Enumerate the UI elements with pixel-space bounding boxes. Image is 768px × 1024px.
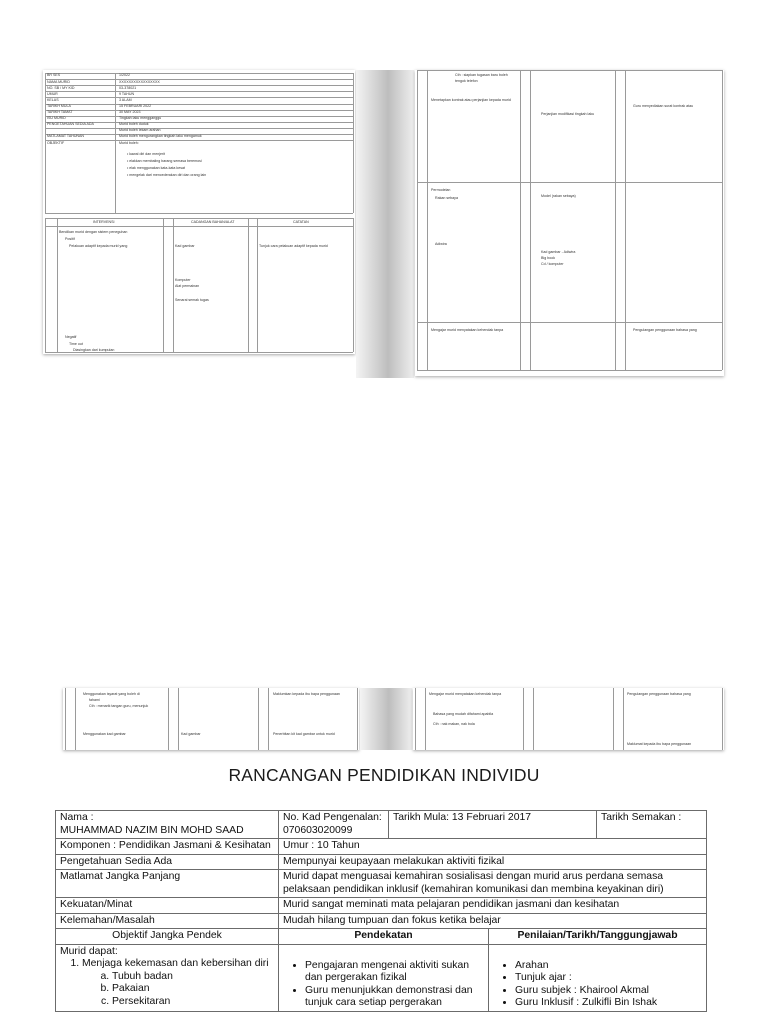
- thumbnail-page-bottom-right: [413, 688, 724, 750]
- thumbnail-text: 30 MAY 2023: [119, 110, 141, 114]
- list-item: b. Pakaian: [112, 983, 274, 996]
- thumbnail-rule: [415, 688, 416, 750]
- thumbnail-rule: [45, 97, 353, 98]
- list-item: • Guru Inklusif : Zulkifli Bin Ishak: [515, 997, 702, 1010]
- list-item: [82, 958, 274, 1008]
- thumbnail-text: Komputer: [175, 278, 191, 282]
- col-penilaian: Penilaian/Tarikh/Tanggungjawab: [489, 929, 707, 945]
- col-pendekatan: Pendekatan: [279, 929, 489, 945]
- thumbnail-text: Murid boleh:: [119, 140, 139, 145]
- objektif-sublist: [82, 971, 274, 1009]
- thumbnail-rule: [417, 70, 722, 71]
- thumbnail-text: Mengajar murid menyatakan kehendak tanpa: [429, 692, 502, 696]
- thumbnail-page-top-right: [415, 70, 724, 376]
- thumbnail-rule: [248, 218, 249, 352]
- komponen: Komponen : Pendidikan Jasmani & Kesihatan: [56, 839, 279, 855]
- pendekatan-list: [283, 960, 484, 1010]
- kelemahan-label: Kelemahan/Masalah: [56, 913, 279, 929]
- thumbnail-text: 9 TAHUN: [119, 91, 135, 96]
- thumbnail-text: Pelakuan adaptif kepada murid yang: [69, 244, 128, 248]
- thumbnail-text: OBJEKTIF: [47, 140, 65, 145]
- table-row: [56, 839, 707, 855]
- thumbnail-rule: [425, 688, 426, 750]
- list-item: • Tunjuk ajar :: [515, 972, 702, 985]
- thumbnail-text: NAMA MURID: [47, 79, 70, 84]
- table-header-row: [56, 929, 707, 945]
- thumbnail-text: MATLAMAT TAHUNAN: [47, 134, 85, 139]
- thumbnail-text: 3 ALAM: [119, 97, 132, 102]
- thumbnail-text: Adiwira: [435, 242, 447, 246]
- thumbnail-rule: [353, 73, 354, 213]
- list-item: c. Persekitaran: [112, 996, 274, 1009]
- thumbnail-rule: [45, 140, 353, 141]
- thumbnail-rule: [530, 70, 531, 370]
- thumbnail-rule: [613, 688, 614, 750]
- thumbnail-rule: [533, 688, 534, 750]
- thumbnail-text: Pengulangan penggunaan bahasa yang: [633, 328, 697, 332]
- thumbnail-text: Permodelan: [431, 188, 451, 192]
- thumbnail-text: CATATAN: [293, 219, 309, 224]
- thumbnail-text: • elakkan membaling barang semasa beremosi: [127, 159, 202, 163]
- kekuatan-label: Kekuatan/Minat: [56, 898, 279, 914]
- objektif-list: [60, 958, 274, 1008]
- thumbnail-text: Pengulangan penggunaan bahasa yang: [627, 692, 691, 696]
- thumbnail-rule: [45, 116, 353, 117]
- thumbnail-text: TARIKH MULA: [47, 103, 71, 108]
- thumbnail-rule: [615, 70, 616, 370]
- penilaian-cell: [489, 944, 707, 1011]
- document-title: RANCANGAN PENDIDIKAN INDIVIDU: [228, 765, 540, 785]
- thumbnail-text: Cth : menarik tangan guru, menunjuk: [89, 704, 149, 708]
- nama-value: MUHAMMAD NAZIM BIN MOHD SAAD: [60, 824, 244, 836]
- thumbnail-text: Maklumat kepada ibu bapa penggunaan: [627, 742, 692, 746]
- list-item: • Guru menunjukkan demonstrasi dan tunjuk cara setiap pergerakan: [305, 985, 484, 1010]
- thumbnail-rule: [520, 70, 521, 370]
- thumbnail-rule: [45, 110, 353, 111]
- thumbnail-rule: [45, 73, 353, 74]
- thumbnail-text: Kad gambar - Adiwira: [541, 250, 576, 254]
- objektif-cell: [56, 944, 279, 1011]
- thumbnail-rule: [45, 226, 353, 227]
- thumbnail-text: INTERVENSI: [93, 219, 115, 224]
- thumbnail-rule: [625, 70, 626, 370]
- thumbnail-text: • elak menggunakan kata-kata kesat: [127, 166, 185, 170]
- thumbnail-text: Bahasa yang mudah difahami apabila: [433, 712, 494, 716]
- thumbnail-text: Maklumkan kepada ibu bapa penggunaan: [273, 692, 340, 696]
- thumbnail-text: Tunjuk cara pelakuan adaptif kepada murid: [259, 244, 328, 248]
- thumbnail-rule: [427, 70, 428, 370]
- table-row: [56, 898, 707, 914]
- thumbnail-text: tengok telefon: [455, 79, 478, 83]
- thumbnail-text: Big book: [541, 256, 555, 260]
- thumbnail-rule: [417, 182, 722, 183]
- thumbnail-text: Kad gambar: [181, 732, 201, 736]
- thumbnail-text: 15 FEBRUARI 2022: [119, 103, 152, 108]
- thumbnail-text: PENGETAHUAN SEDIA ADA: [47, 122, 94, 127]
- thumbnail-rule: [45, 85, 353, 86]
- thumbnail-rule: [417, 70, 418, 370]
- tarikh-mula: Tarikh Mula: 13 Februari 2017: [389, 811, 597, 839]
- thumbnail-text: Murid boleh mengurangkan tingkah laku mengamuk: [119, 134, 202, 139]
- thumbnail-rule: [417, 370, 722, 371]
- thumbnail-text: TARIKH TAMAT: [47, 110, 73, 114]
- col-objektif: Objektif Jangka Pendek: [56, 929, 279, 945]
- thumbnail-text: Negatif: [65, 335, 77, 339]
- thumbnail-text: BR SES: [47, 73, 61, 78]
- objektif-item: Menjaga kekemasan dan kebersihan diri: [82, 958, 269, 969]
- pendekatan-cell: [279, 944, 489, 1011]
- book-spine-bottom: [360, 688, 412, 750]
- thumbnail-text: Kad gambar: [175, 244, 195, 248]
- rpi-table: [55, 810, 707, 1012]
- thumbnail-rule: [75, 688, 76, 750]
- thumbnail-rule: [65, 688, 66, 750]
- thumbnail-text: Alat permainan: [175, 284, 200, 288]
- thumbnail-text: Murid boleh lekam arahan: [119, 128, 161, 133]
- nama-label: Nama :: [60, 812, 94, 823]
- thumbnail-text: • kawal diri dan menjerit: [127, 152, 166, 156]
- thumbnail-text: Cth : nak makan, nak bola: [433, 722, 475, 726]
- thumbnail-rule: [523, 688, 524, 750]
- table-row: [56, 913, 707, 929]
- thumbnail-text: fahami: [89, 698, 100, 702]
- thumbnail-text: UMUR: [47, 91, 58, 96]
- nama-cell: [56, 811, 279, 839]
- thumbnail-text: 03-378021: [119, 85, 137, 90]
- thumbnail-rule: [163, 218, 164, 352]
- table-row: [56, 944, 707, 1011]
- table-row: [56, 854, 707, 870]
- thumbnail-text: • mengelak dari mencederakan diri dan orang lain: [127, 173, 207, 177]
- table-row: [56, 870, 707, 898]
- thumbnail-rule: [45, 128, 353, 129]
- thumbnail-text: Diasingkan dari kumpulan: [73, 348, 115, 352]
- matlamat-label: Matlamat Jangka Panjang: [56, 870, 279, 898]
- matlamat-value: Murid dapat menguasai kemahiran sosialisasi dengan murid arus perdana semasa pelaksaan pendidikan inklusif (kemahiran komunikasi dan membina keyakinan diri): [279, 870, 707, 898]
- thumbnail-text: Cth : siapkan tugasan baru boleh: [455, 73, 508, 77]
- thumbnail-rule: [623, 688, 624, 750]
- pengetahuan-value: Mempunyai keupayaan melakukan aktiviti fizikal: [279, 854, 707, 870]
- list-item: a. Tubuh badan: [112, 971, 274, 984]
- table-row: [56, 811, 707, 839]
- thumbnail-text: ISU MURID: [47, 116, 66, 121]
- thumbnail-text: Perjanjian modifikasi tingkah laku: [541, 112, 595, 116]
- thumbnail-page-bottom-left: [63, 688, 359, 750]
- thumbnail-rule: [258, 688, 259, 750]
- thumbnail-text: Rakan sebaya: [435, 196, 458, 200]
- thumbnail-rule: [722, 70, 723, 370]
- thumbnail-rule: [115, 73, 116, 213]
- thumbnail-text: Model (rakan sebaya): [541, 194, 576, 198]
- thumbnail-text: Bendikan murid dengan sistem peneguhan: [59, 230, 128, 234]
- kekuatan-value: Murid sangat meminati mata pelajaran pendidikan jasmani dan kesihatan: [279, 898, 707, 914]
- thumbnail-text: Murid boleh duduk: [119, 122, 149, 127]
- thumbnail-rule: [57, 218, 58, 352]
- thumbnail-rule: [417, 322, 722, 323]
- thumbnail-rule: [45, 73, 46, 213]
- thumbnail-text: Cd / komputer: [541, 262, 564, 266]
- thumbnail-text: Senarai semak tugas: [175, 298, 209, 302]
- thumbnail-text: Tingkah laku mengganggu: [119, 116, 162, 121]
- thumbnail-rule: [45, 91, 353, 92]
- kad-cell: [279, 811, 389, 839]
- thumbnail-rule: [357, 688, 358, 750]
- penilaian-list: [493, 960, 702, 1010]
- thumbnail-text: 1/2022: [119, 73, 130, 78]
- kelemahan-value: Mudah hilang tumpuan dan fokus ketika belajar: [279, 913, 707, 929]
- thumbnail-rule: [45, 218, 46, 352]
- thumbnail-rule: [722, 688, 723, 750]
- thumbnail-text: Mengajar murid menyatakan kehendak tanpa: [431, 328, 504, 332]
- thumbnail-rule: [45, 213, 353, 214]
- thumbnail-text: CADANGAN BAHAN/ALAT: [191, 219, 235, 224]
- thumbnail-rule: [168, 688, 169, 750]
- thumbnail-rule: [268, 688, 269, 750]
- kad-label: No. Kad Pengenalan:: [283, 812, 382, 823]
- list-item: • Guru subjek : Khairool Akmal: [515, 985, 702, 998]
- thumbnail-rule: [45, 104, 353, 105]
- thumbnail-text: Penerbitan kit kad gambar untuk murid: [273, 732, 335, 736]
- thumbnail-page-top-left: [43, 70, 355, 354]
- pengetahuan-label: Pengetahuan Sedia Ada: [56, 854, 279, 870]
- objektif-intro: Murid dapat:: [60, 945, 118, 957]
- thumbnail-text: Time out: [69, 342, 83, 346]
- thumbnail-text: Menggunakan isyarat yang boleh di: [83, 692, 140, 696]
- thumbnail-text: Menetapkan kontrak atau perjanjian kepada murid: [431, 98, 511, 102]
- thumbnail-rule: [173, 218, 174, 352]
- thumbnail-rule: [45, 79, 353, 80]
- list-item: • Pengajaran mengenai aktiviti sukan dan pergerakan fizikal: [305, 960, 484, 985]
- thumbnail-text: XXXXXXXXXXXXXXXXX: [119, 79, 160, 84]
- book-spine-top: [356, 70, 414, 378]
- thumbnail-text: KELAS: [47, 97, 59, 102]
- thumbnail-rule: [353, 218, 354, 352]
- thumbnail-text: Positif: [65, 237, 75, 241]
- list-item: • Arahan: [515, 960, 702, 973]
- kad-value: 070603020099: [283, 824, 353, 836]
- tarikh-semakan: Tarikh Semakan :: [597, 811, 707, 839]
- thumbnail-rule: [178, 688, 179, 750]
- thumbnail-text: Menggunakan kad gambar: [83, 732, 126, 736]
- thumbnail-text: Guru menyediakan surat kontrak atau: [633, 104, 694, 108]
- thumbnail-text: NO. SB / MY KID: [47, 85, 75, 90]
- umur: Umur : 10 Tahun: [279, 839, 707, 855]
- thumbnail-rule: [257, 218, 258, 352]
